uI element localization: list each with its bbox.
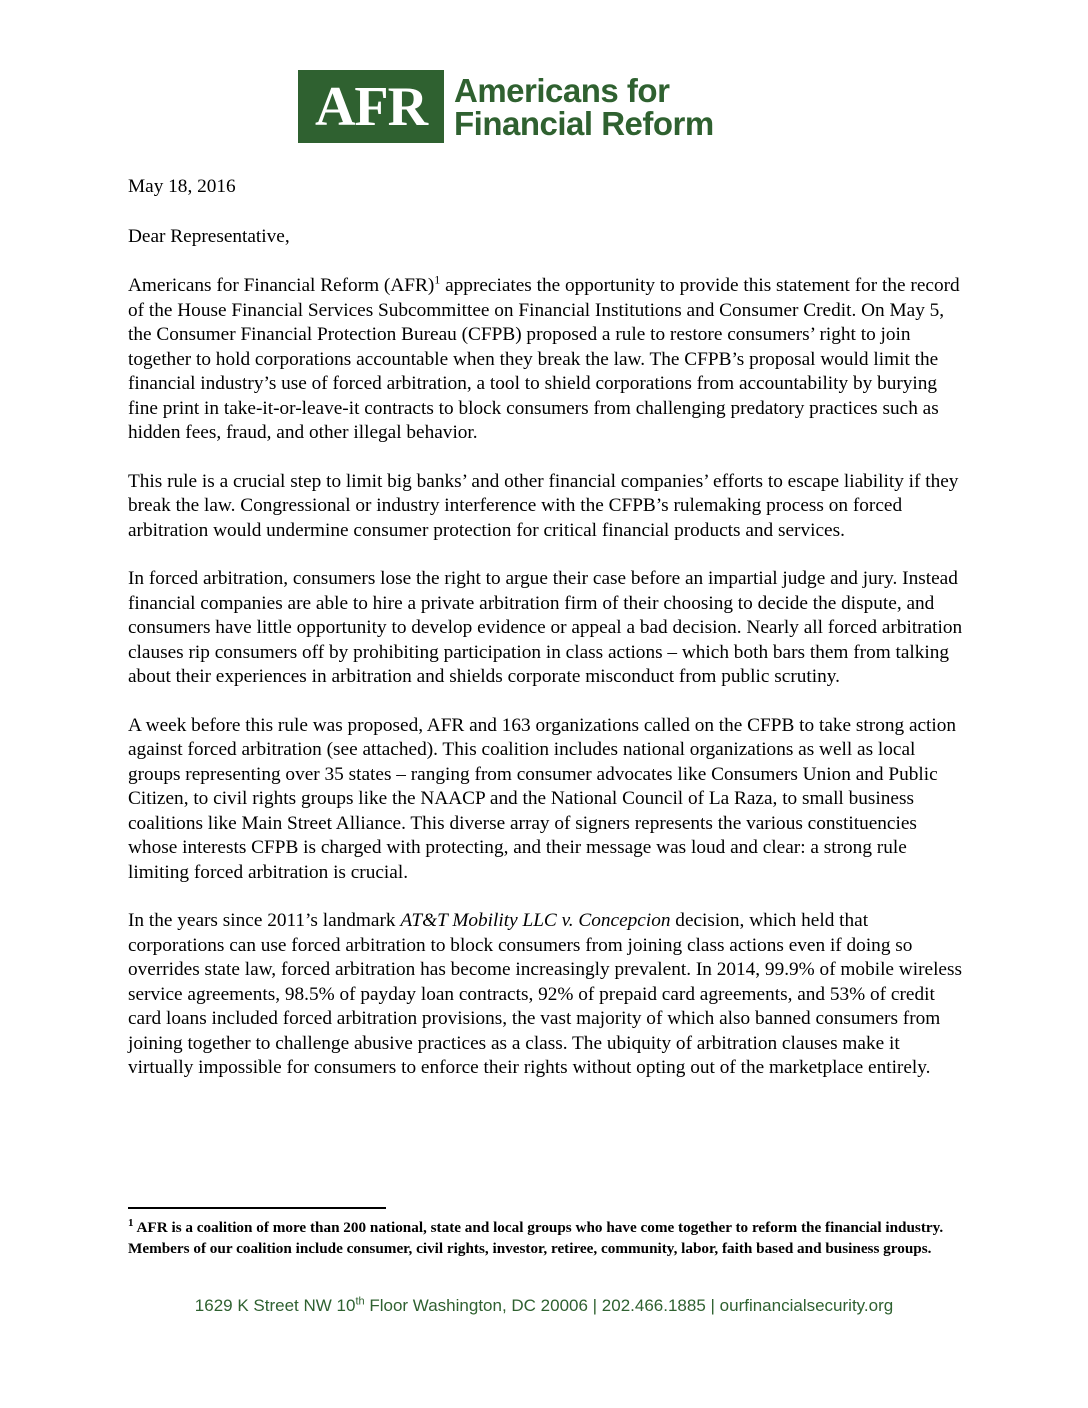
paragraph-1-text-b: appreciates the opportunity to provide this statement for the record of the House Financial Services Subcommittee on Financial Institutions and Consumer Credit. On May 5, the Consumer Financial Protection Bureau (CFPB) proposed a rule to restore consumers’ right to join together to hold corporations accountable when they break the law. The CFPB’s proposal would limit the financial industry’s use of forced arbitration, a tool to shield corporations from accountability by burying fine print in take-it-or-leave-it contracts to block consumers from challenging predatory practices such as hidden fees, fraud, and other illegal behavior. [128, 275, 960, 443]
afr-logo [298, 70, 714, 143]
footnote-divider [128, 1207, 386, 1209]
paragraph-2: This rule is a crucial step to limit big banks’ and other financial companies’ efforts to escape liability if they break the law. Congressional or industry interference with the CFPB’s rulemaking process on forced arbitration would undermine consumer protection for critical financial products and services. [128, 470, 959, 541]
paragraph-5 [128, 909, 968, 1081]
footnote-text: AFR is a coalition of more than 200 national, state and local groups who have come together to reform the financial industry. Members of our coalition include consumer, civil rights, investor, retiree, community, labor, faith based and business groups. [128, 1219, 944, 1257]
footer-address-a: 1629 K Street NW 10 [194, 1296, 356, 1315]
footnote-marker: 1 [128, 1216, 134, 1229]
footer-floor-ordinal: th [355, 1295, 365, 1308]
logo-name-line-2: Financial Reform [454, 104, 714, 142]
salutation: Dear Representative, [128, 225, 290, 247]
logo-abbreviation: AFR [298, 70, 444, 143]
case-name: AT&T Mobility LLC v. Concepcion [400, 910, 671, 931]
paragraph-1 [128, 274, 968, 446]
paragraph-5-text-b: decision, which held that corporations can use forced arbitration to block consumers from joining class actions even if doing so overrides state law, forced arbitration has become increasingly prevalent. In 2014, 99.9% of mobile wireless service agreements, 98.5% of payday loan contracts, 92% of prepaid card agreements, and 53% of credit card loans included forced arbitration provisions, the vast majority of which also banned consumers from joining together to challenge abusive practices as a class. The ubiquity of arbitration clauses make it virtually impossible for consumers to enforce their rights without opting out of the marketplace entirely. [128, 910, 962, 1078]
footnote-reference: 1 [434, 272, 441, 287]
paragraph-3: In forced arbitration, consumers lose the right to argue their case before an impartial judge and jury. Instead financial companies are able to hire a private arbitration firm of their choosing to decide the dispute, and consumers have little opportunity to develop evidence or appeal a bad decision. Nearly all forced arbitration clauses rip consumers off by prohibiting participation in class actions – which both bars them from talking about their experiences in arbitration and shields corporate misconduct from public scrutiny. [128, 568, 963, 687]
paragraph-1-text-a: Americans for Financial Reform (AFR) [128, 275, 435, 296]
letter-body [128, 175, 968, 1081]
footnote [128, 1218, 963, 1259]
footer-address-b: Floor Washington, DC 20006 | 202.466.1885 | ourfinancialsecurity.org [364, 1296, 894, 1315]
footer-contact-line [0, 1296, 1088, 1316]
logo-organization-name [454, 70, 714, 143]
paragraph-5-text-a: In the years since 2011’s landmark [128, 910, 401, 931]
paragraph-4: A week before this rule was proposed, AFR and 163 organizations called on the CFPB to take strong action against forced arbitration (see attached). This coalition includes national organizations as well as local groups representing over 35 states – ranging from consumer advocates like Consumers Union and Public Citizen, to civil rights groups like the NAACP and the National Council of La Raza, to small business coalitions like Main Street Alliance. This diverse array of signers represents the various constituencies whose interests CFPB is charged with protecting, and their message was loud and clear: a strong rule limiting forced arbitration is crucial. [128, 714, 957, 883]
letter-date: May 18, 2016 [128, 176, 236, 197]
logo-name-line-1: Americans for [454, 71, 670, 109]
